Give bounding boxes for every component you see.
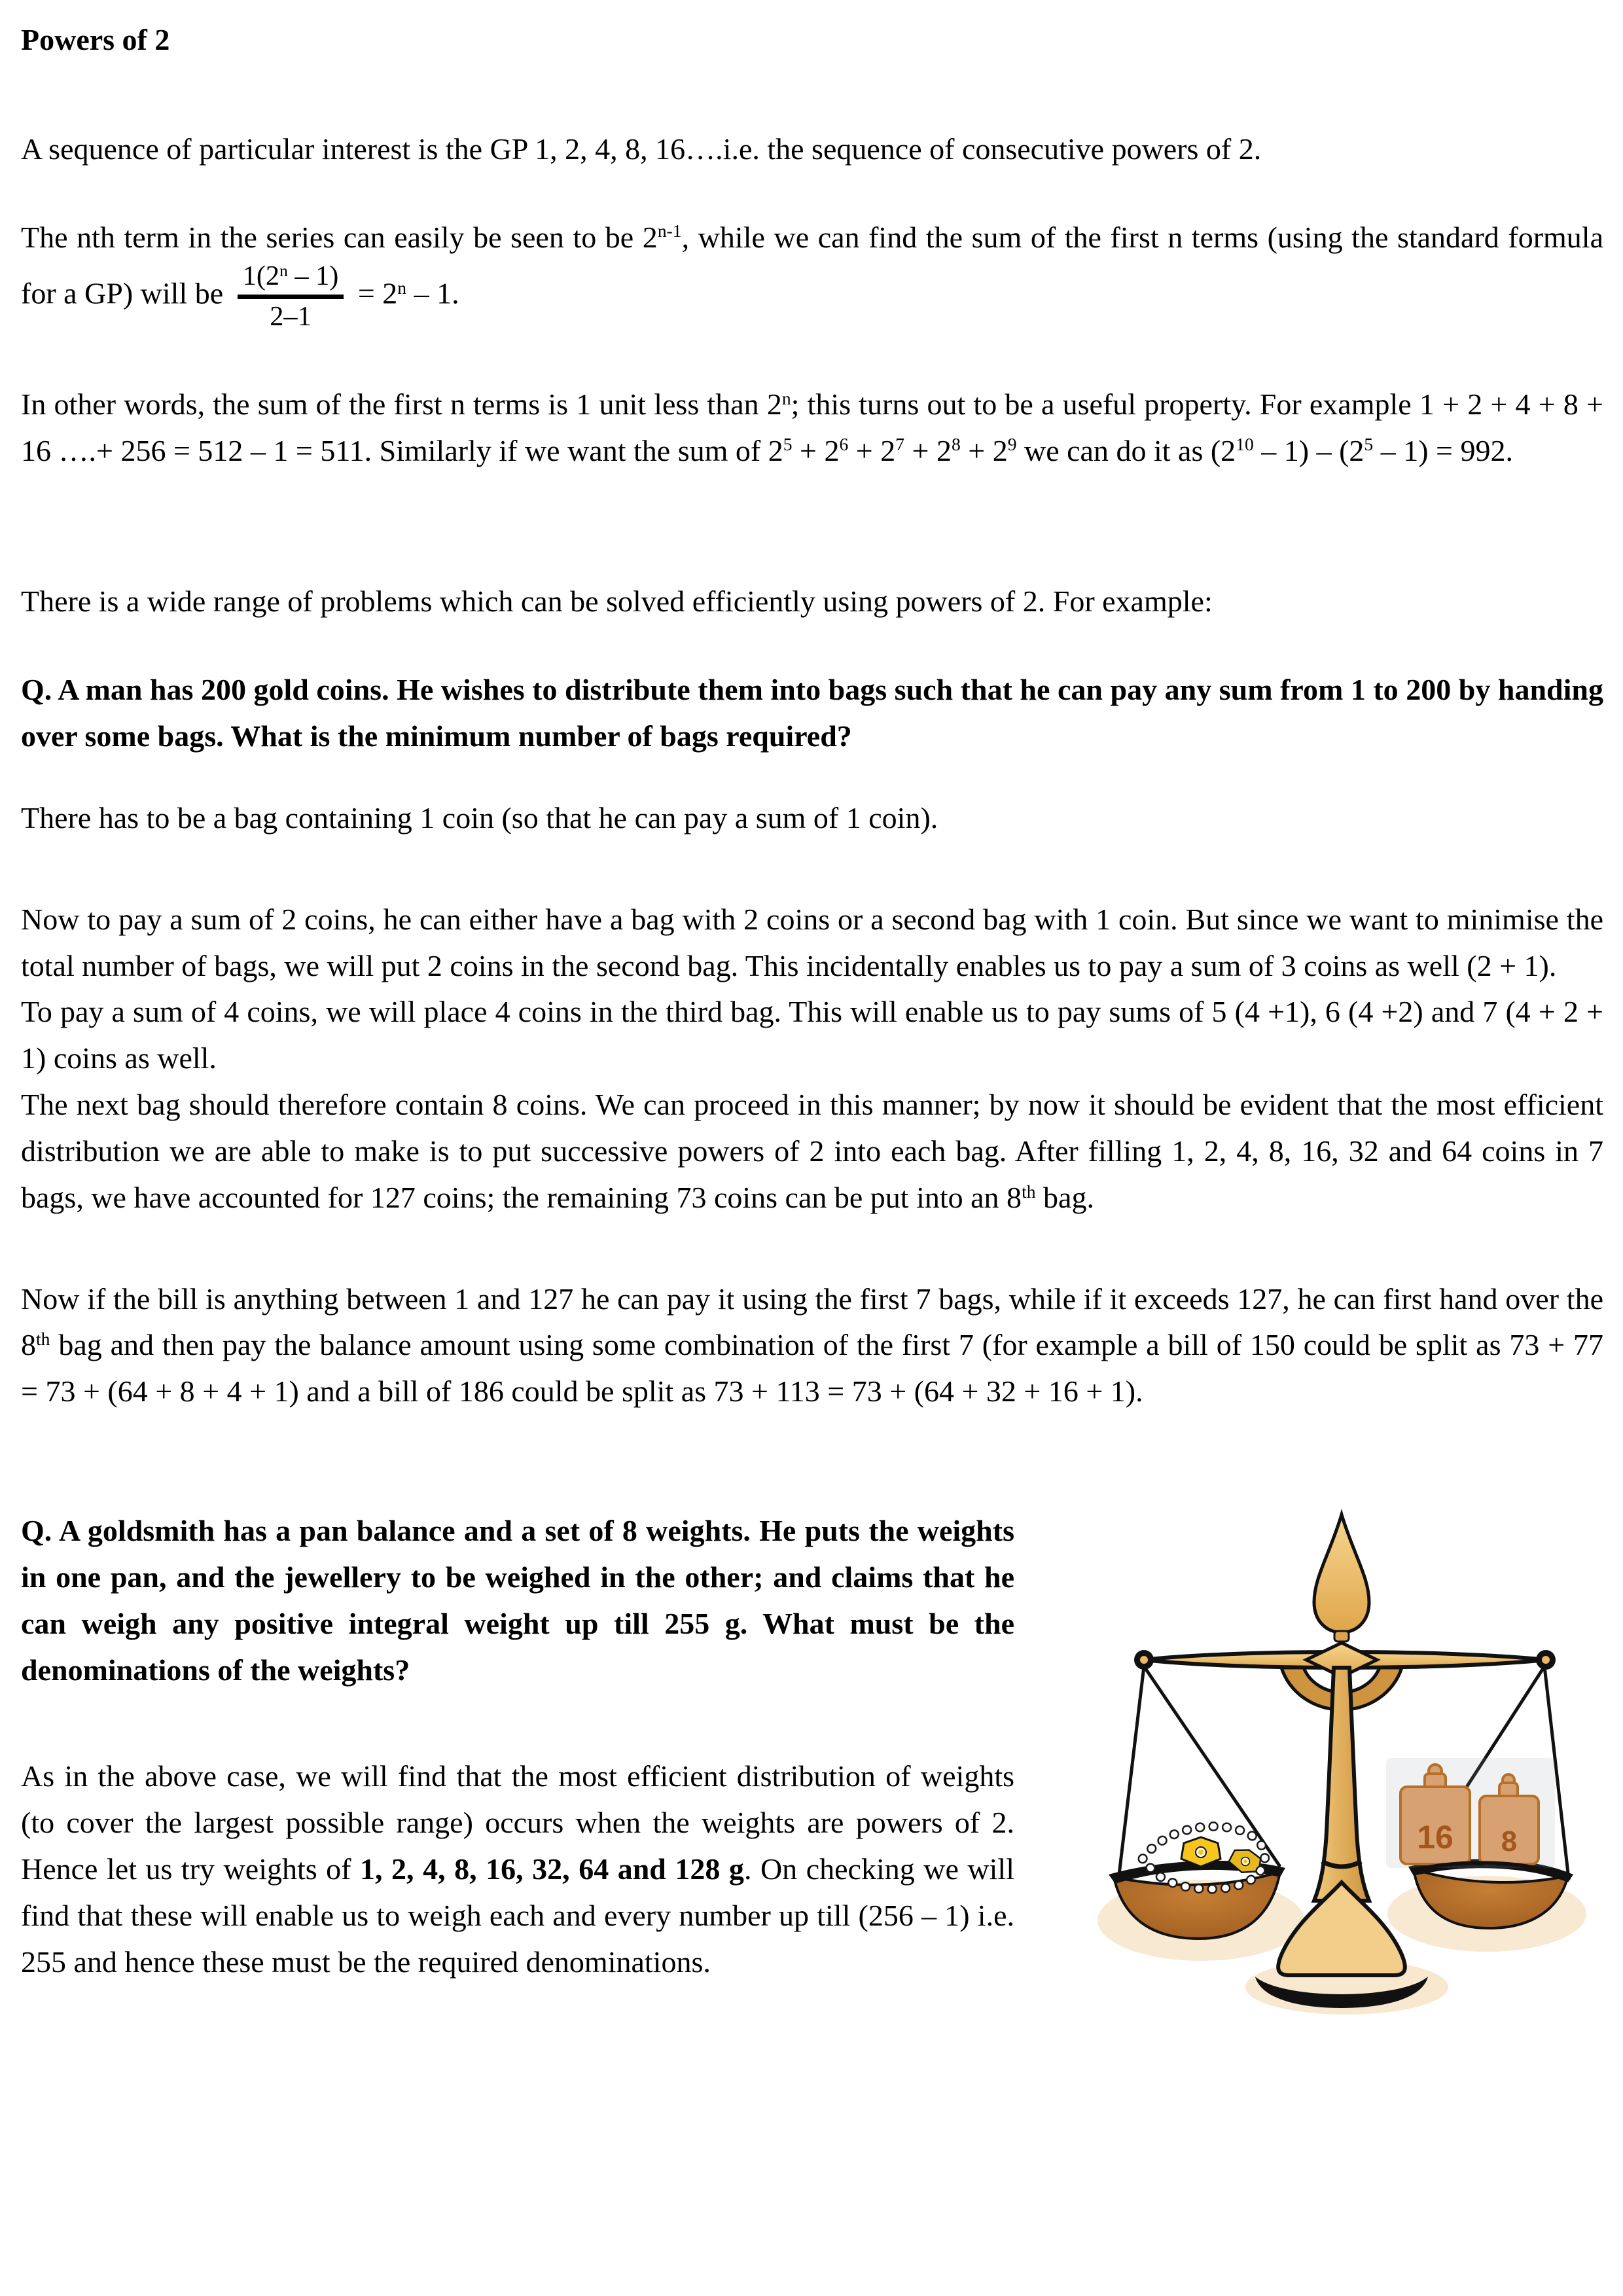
weights-list-bold: 1, 2, 4, 8, 16, 32, 64 and 128 g bbox=[360, 1852, 744, 1886]
fraction-denominator: 2–1 bbox=[270, 301, 312, 332]
solution-line-3: To pay a sum of 4 coins, we will place 4 coins in the third bag. This will enable us to pay sums of 5 (4 +1), 6 (4 +2) and 7 (4 + 2 + 1) coins as well. bbox=[21, 995, 1603, 1075]
weight-8-label: 8 bbox=[1501, 1825, 1518, 1858]
gp-sum-fraction bbox=[238, 260, 344, 332]
weights-group bbox=[1386, 1758, 1571, 1878]
paragraph-sum-property: In other words, the sum of the first n terms is 1 unit less than 2$^n$; this turns out to be a useful property. For example 1 + 2 + 4 + 8 + 16 ….+ 256 = 512 – 1 = 511. Similarly if we want the sum of $2^5 + 2^6 + 2^7 + 2^8 + 2^9$ we can do it as $(2^{10} - 1) - (2^5 - 1) = 992$. bbox=[21, 387, 1604, 467]
balance-scale-figure bbox=[1014, 1495, 1603, 2025]
fraction-numerator: 1(2$^n$ – 1) bbox=[238, 260, 344, 299]
paragraph-wide-range: There is a wide range of problems which can be solved efficiently using powers of 2. For example: bbox=[21, 584, 1213, 619]
balance-finial bbox=[1314, 1515, 1369, 1632]
paragraph-nth-term bbox=[21, 215, 1603, 333]
ordinal-th: th bbox=[36, 1329, 50, 1350]
nth-text-1: The nth term in the series can easily be seen to be 2 bbox=[21, 220, 658, 254]
nth-text-4: – 1. bbox=[406, 277, 459, 311]
exponent-n: n bbox=[397, 278, 407, 298]
page-title: Powers of 2 bbox=[21, 23, 170, 56]
question-2: Q. A goldsmith has a pan balance and a set of 8 weights. He puts the weights in one pan, and the jewellery to be weighed in the other; and claims that he can weigh any positive integral weight up till 255 g. What must be the denominations of the weights? bbox=[21, 1514, 1014, 1687]
paragraph-final: As in the above case, we will find that the most efficient distribution of weights (to cover the largest possible range) occurs when the weights are powers of 2. Hence let us try weights of 1, 2, 4, 8, 16, 32, 64 and 128 g. On checking we will find that these will enable us to weigh each and every number up till (256 – 1) i.e. 255 and hence these must be the required denominations. bbox=[21, 1759, 1014, 1979]
solution-block bbox=[21, 795, 1603, 1221]
paragraph-bill: Now if the bill is anything between 1 and 127 he can pay it using the first 7 bags, while if it exceeds 127, he can first hand over the 8th bag and then pay the balance amount using some combination of the first 7 (for example a bill of 150 could be split as 73 + 77 = 73 + (64 + 8 + 4 + 1) and a bill of 186 could be split as 73 + 113 = 73 + (64 + 32 + 16 + 1). bbox=[21, 1282, 1603, 1408]
solution-line-4: The next bag should therefore contain 8 coins. We can proceed in this manner; by now it should be evident that the most efficient distribution we are able to make is to put successive powers of 2 into each bag. After filling 1, 2, 4, 8, 16, 32 and 64 coins in 7 bags, we have accounted for 127 coins; the remaining 73 coins can be put into an 8th bag. bbox=[21, 1088, 1603, 1214]
question-1: Q. A man has 200 gold coins. He wishes to distribute them into bags such that he can pay any sum from 1 to 200 by handing over some bags. What is the minimum number of bags required? bbox=[21, 673, 1603, 753]
exponent-n-minus-1: n-1 bbox=[657, 221, 682, 242]
solution-line-2: Now to pay a sum of 2 coins, he can either have a bag with 2 coins or a second bag with 1 coin. But since we want to minimise the total number of bags, we will put 2 coins in the second bag. This incidentally enables us to pay a sum of 3 coins as well (2 + 1). bbox=[21, 902, 1603, 982]
ordinal-th: th bbox=[1022, 1181, 1036, 1202]
nth-text-3: = 2 bbox=[350, 277, 398, 311]
balance-base bbox=[1278, 1882, 1405, 1975]
jewellery bbox=[1143, 1827, 1265, 1890]
nth-text-2: , while we can find the sum of the first n terms (using the standard formula for a GP) will be bbox=[21, 220, 1603, 311]
solution-line-1: There has to be a bag containing 1 coin (so that he can pay a sum of 1 coin). bbox=[21, 800, 938, 834]
balance-scale-illustration bbox=[1080, 1495, 1603, 2025]
paragraph-intro: A sequence of particular interest is the GP 1, 2, 4, 8, 16….i.e. the sequence of consecutive powers of 2. bbox=[21, 132, 1262, 166]
weight-16-label: 16 bbox=[1417, 1819, 1454, 1856]
